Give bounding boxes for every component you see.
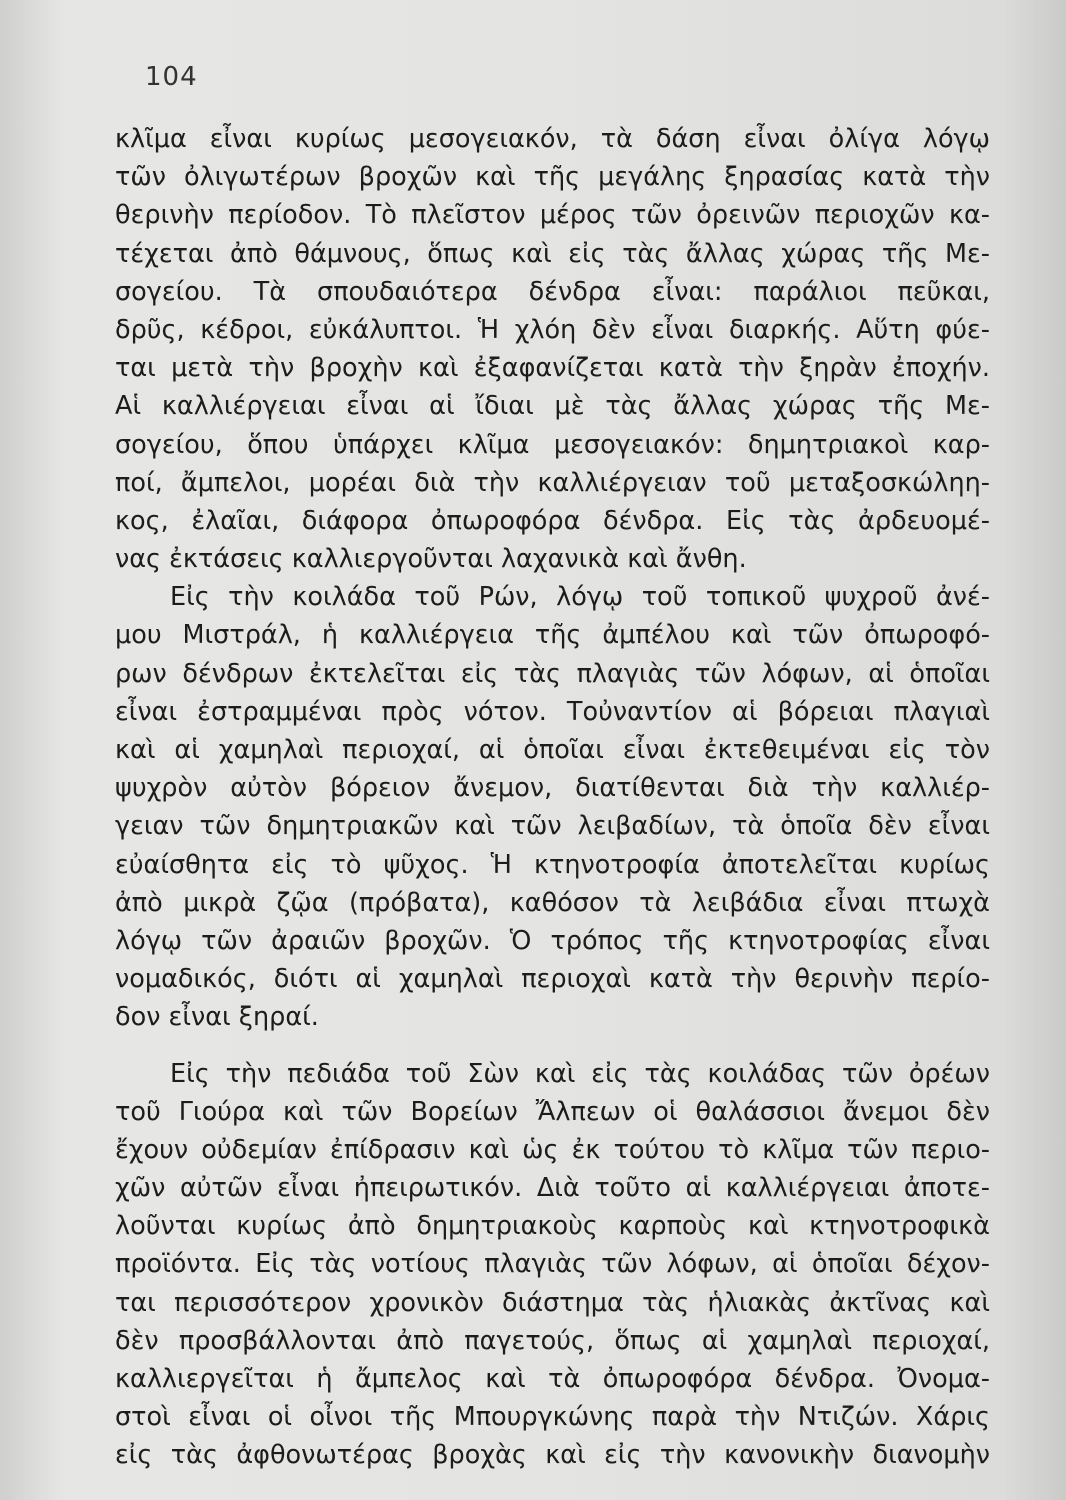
text-line: εἰς τὰς ἀφθονωτέρας βροχὰς καὶ εἰς τὴν κανονικὴν διανομὴν	[115, 1440, 990, 1471]
text-line: θερινὴν περίοδον. Τὸ πλεῖστον μέρος τῶν ὀρεινῶν περιοχῶν κα-	[115, 200, 990, 231]
text-line: εὐαίσθητα εἰς τὸ ψῦχος. Ἡ κτηνοτροφία ἀποτελεῖται κυρίως	[115, 849, 990, 880]
text-line: δὲν προσβάλλονται ἀπὸ παγετούς, ὅπως αἱ χαμηλαὶ περιοχαί,	[115, 1325, 990, 1356]
paragraph-3	[115, 1055, 990, 1475]
page-number: 104	[145, 62, 198, 92]
text-line: χῶν αὐτῶν εἶναι ἠπειρωτικόν. Διὰ τοῦτο αἱ καλλιέργειαι ἀποτε-	[115, 1173, 990, 1204]
text-line: κος, ἐλαῖαι, διάφορα ὀπωροφόρα δένδρα. Εἰς τὰς ἀρδευομέ-	[115, 505, 990, 536]
text-line: νας ἐκτάσεις καλλιεργοῦνται λαχανικὰ καὶ ἄνθη.	[115, 544, 747, 575]
text-line: δον εἶναι ξηραί.	[115, 1002, 319, 1033]
text-line: ἀπὸ μικρὰ ζῷα (πρόβατα), καθόσον τὰ λειβάδια εἶναι πτωχὰ	[115, 887, 990, 918]
paragraph-1	[115, 120, 990, 578]
text-line: νομαδικός, διότι αἱ χαμηλαὶ περιοχαὶ κατὰ τὴν θερινὴν περίο-	[115, 964, 990, 995]
text-line: ψυχρὸν αὐτὸν βόρειον ἄνεμον, διατίθενται διὰ τὴν καλλιέρ-	[115, 773, 990, 804]
text-line: στοὶ εἶναι οἱ οἶνοι τῆς Μπουργκώνης παρὰ τὴν Ντιζών. Χάρις	[115, 1402, 990, 1433]
text-line: τοῦ Γιούρα καὶ τῶν Βορείων Ἄλπεων οἱ θαλάσσιοι ἄνεμοι δὲν	[115, 1096, 990, 1127]
text-line: τῶν ὀλιγωτέρων βροχῶν καὶ τῆς μεγάλης ξηρασίας κατὰ τὴν	[115, 162, 990, 193]
text-line: λοῦνται κυρίως ἀπὸ δημητριακοὺς καρποὺς καὶ κτηνοτροφικὰ	[115, 1211, 990, 1242]
text-line: λόγῳ τῶν ἀραιῶν βροχῶν. Ὁ τρόπος τῆς κτηνοτροφίας εἶναι	[115, 925, 990, 956]
paragraph-2	[115, 578, 990, 1036]
text-line: Αἱ καλλιέργειαι εἶναι αἱ ἴδιαι μὲ τὰς ἄλλας χώρας τῆς Με-	[115, 391, 990, 422]
text-line: Εἰς τὴν πεδιάδα τοῦ Σὼν καὶ εἰς τὰς κοιλάδας τῶν ὀρέων	[170, 1058, 990, 1089]
text-line: σογείου, ὅπου ὑπάρχει κλῖμα μεσογειακόν: δημητριακοὶ καρ-	[115, 429, 990, 460]
text-line: ρων δένδρων ἐκτελεῖται εἰς τὰς πλαγιὰς τῶν λόφων, αἱ ὁποῖαι	[115, 658, 990, 689]
text-line: καλλιεργεῖται ἡ ἄμπελος καὶ τὰ ὀπωροφόρα δένδρα. Ὀνομα-	[115, 1364, 990, 1394]
text-line: εἶναι ἐστραμμέναι πρὸς νότον. Τοὐναντίον αἱ βόρειαι πλαγιαὶ	[115, 696, 990, 727]
text-line: τέχεται ἀπὸ θάμνους, ὅπως καὶ εἰς τὰς ἄλλας χώρας τῆς Με-	[115, 238, 990, 269]
text-line: ἔχουν οὐδεμίαν ἐπίδρασιν καὶ ὡς ἐκ τούτου τὸ κλῖμα τῶν περιο-	[115, 1134, 990, 1165]
text-line: γειαν τῶν δημητριακῶν καὶ τῶν λειβαδίων, τὰ ὁποῖα δὲν εἶναι	[115, 811, 990, 842]
paragraph-spacing	[115, 1037, 990, 1055]
text-line: μου Μιστράλ, ἡ καλλιέργεια τῆς ἀμπέλου καὶ τῶν ὀπωροφό-	[115, 620, 990, 651]
text-line: Εἰς τὴν κοιλάδα τοῦ Ρών, λόγῳ τοῦ τοπικοῦ ψυχροῦ ἀνέ-	[170, 582, 990, 613]
text-line: κλῖμα εἶναι κυρίως μεσογειακόν, τὰ δάση εἶναι ὀλίγα λόγῳ	[115, 124, 990, 154]
text-line: ται μετὰ τὴν βροχὴν καὶ ἐξαφανίζεται κατὰ τὴν ξηρὰν ἐποχήν.	[115, 353, 990, 384]
text-line: καὶ αἱ χαμηλαὶ περιοχαί, αἱ ὁποῖαι εἶναι ἐκτεθειμέναι εἰς τὸν	[115, 735, 990, 765]
text-line: προϊόντα. Εἰς τὰς νοτίους πλαγιὰς τῶν λόφων, αἱ ὁποῖαι δέχον-	[115, 1249, 990, 1280]
text-line: ται περισσότερον χρονικὸν διάστημα τὰς ἡλιακὰς ἀκτῖνας καὶ	[115, 1287, 990, 1318]
text-line: δρῦς, κέδροι, εὐκάλυπτοι. Ἡ χλόη δὲν εἶναι διαρκής. Αὕτη φύε-	[115, 314, 990, 345]
body-text	[115, 120, 990, 1475]
text-line: ποί, ἄμπελοι, μορέαι διὰ τὴν καλλιέργειαν τοῦ μεταξοσκώληη-	[115, 467, 990, 498]
text-line: σογείου. Τὰ σπουδαιότερα δένδρα εἶναι: παράλιοι πεῦκαι,	[115, 276, 990, 307]
